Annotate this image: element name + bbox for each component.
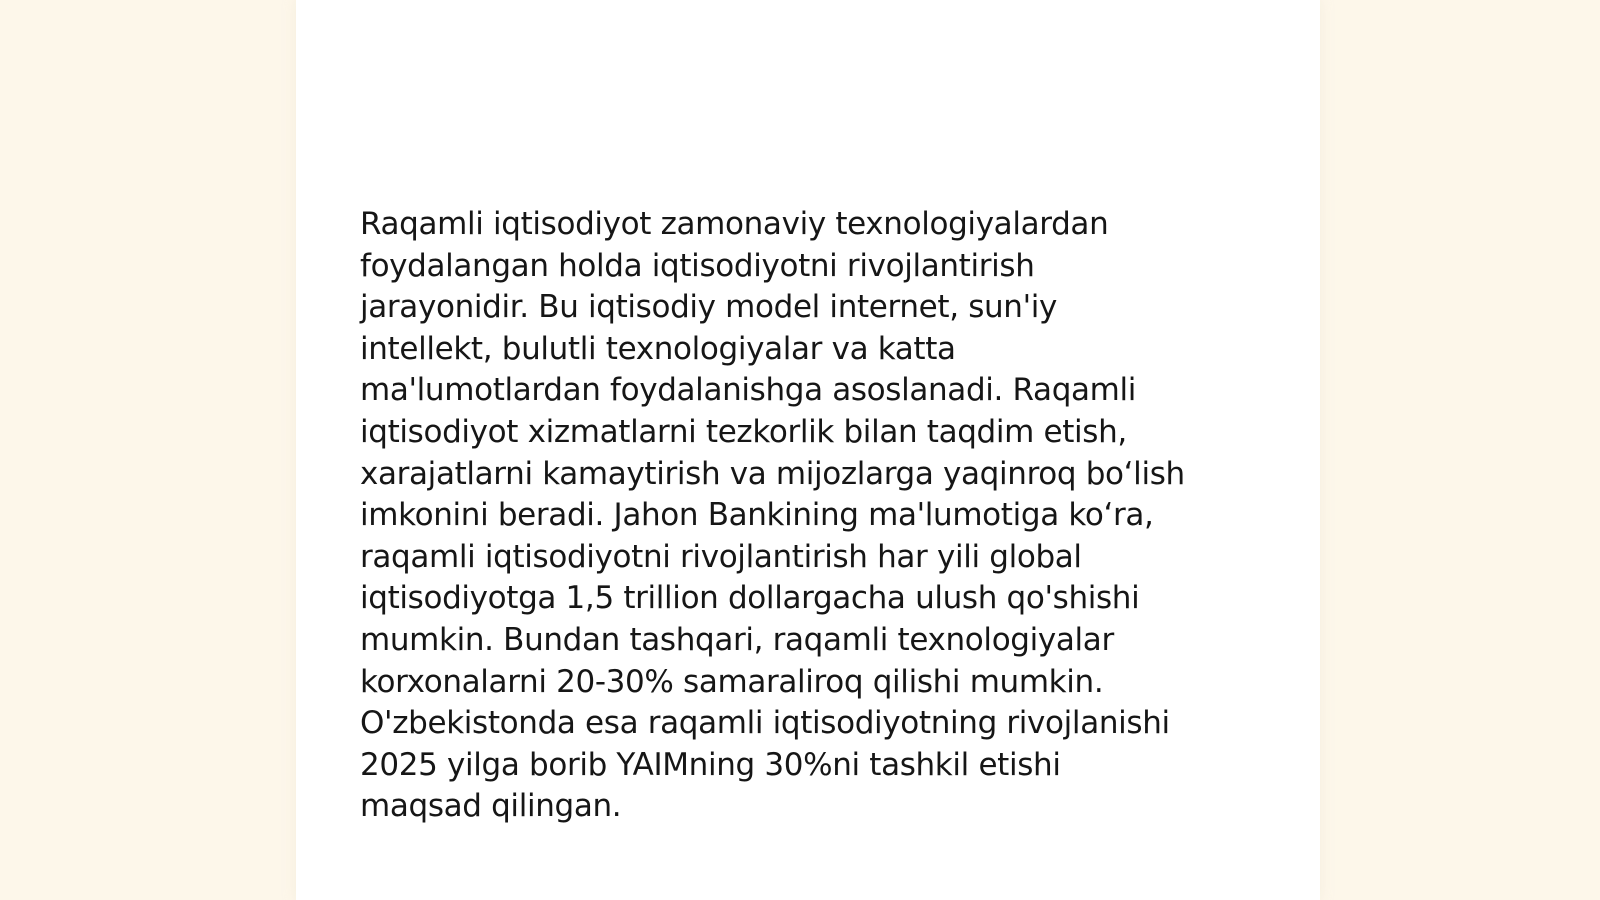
- paragraph-line-7: xarajatlarni kamaytirish va mijozlarga yaqinroq bo‘lish: [360, 455, 1185, 492]
- paragraph-line-4: intellekt, bulutli texnologiyalar va katta: [360, 330, 956, 367]
- paragraph-line-5: ma'lumotlardan foydalanishga asoslanadi. Raqamli: [360, 372, 1137, 409]
- paragraph-line-9: raqamli iqtisodiyotni rivojlantirish har yili global: [360, 538, 1082, 575]
- paragraph-line-14: 2025 yilga borib YAIMning 30%ni tashkil etishi: [360, 746, 1061, 783]
- paragraph-line-15: maqsad qilingan.: [360, 788, 622, 825]
- paragraph-line-3: jarayonidir. Bu iqtisodiy model internet, sun'iy: [360, 289, 1058, 326]
- paragraph-line-6: iqtisodiyot xizmatlarni tezkorlik bilan taqdim etish,: [360, 413, 1127, 450]
- document-page: [296, 0, 1320, 900]
- paragraph-line-2: foydalangan holda iqtisodiyotni rivojlantirish: [360, 247, 1035, 284]
- paragraph-line-11: mumkin. Bundan tashqari, raqamli texnologiyalar: [360, 621, 1114, 658]
- paragraph-line-10: iqtisodiyotga 1,5 trillion dollargacha ulush qo'shishi: [360, 580, 1140, 617]
- paragraph-line-1: Raqamli iqtisodiyot zamonaviy texnologiyalardan: [360, 206, 1109, 242]
- paragraph-line-13: O'zbekistonda esa raqamli iqtisodiyotning rivojlanishi: [360, 705, 1170, 742]
- paragraph-line-8: imkonini beradi. Jahon Bankining ma'lumotiga ko‘ra,: [360, 497, 1154, 534]
- body-paragraph: [360, 204, 1260, 828]
- paragraph-line-12: korxonalarni 20-30% samaraliroq qilishi mumkin.: [360, 663, 1104, 700]
